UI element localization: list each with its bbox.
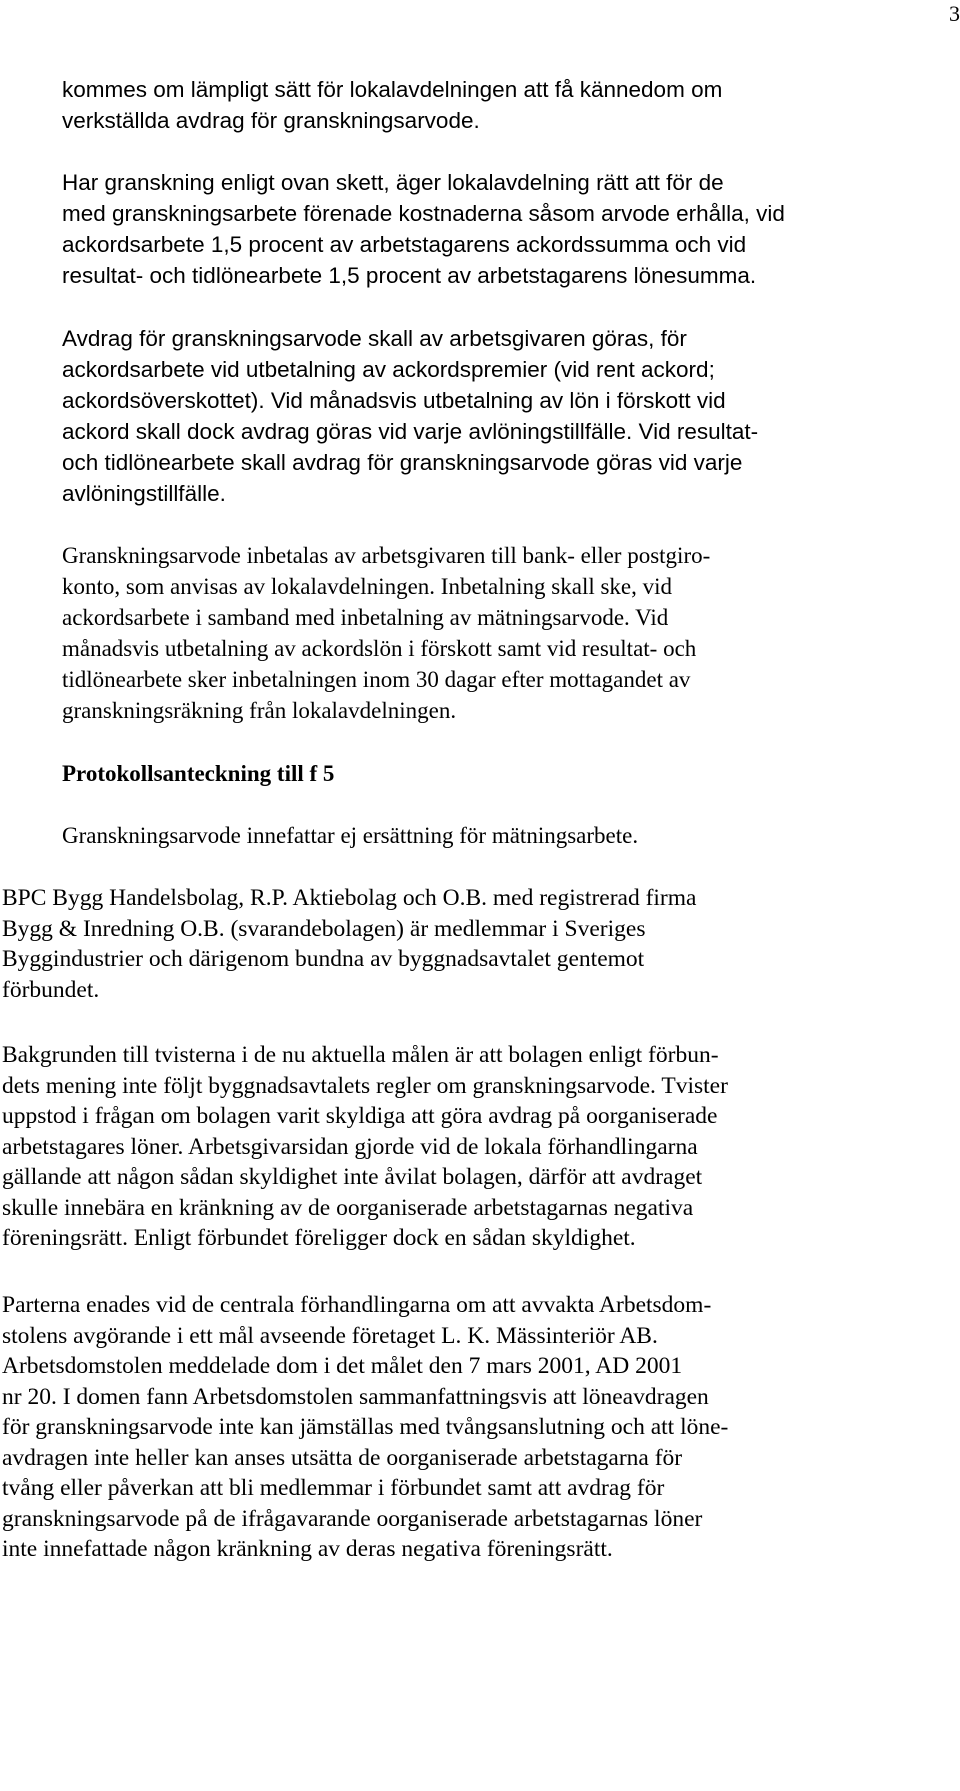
text-line: och tidlönearbete skall avdrag för granskningsarvode göras vid varje — [62, 450, 743, 475]
text-line: uppstod i frågan om bolagen varit skyldiga att göra avdrag på oorganiserade — [2, 1103, 718, 1129]
page-number: 3 — [949, 1, 960, 26]
text-line: Har granskning enligt ovan skett, äger lokalavdelning rätt att för de — [62, 170, 724, 195]
text-line: stolens avgörande i ett mål avseende företaget L. K. Mässinteriör AB. — [2, 1322, 658, 1349]
text-line: Granskningsarvode innefattar ej ersättning för mätningsarbete. — [62, 823, 639, 848]
text-line: nr 20. I domen fann Arbetsdomstolen sammanfattningsvis att löneavdragen — [2, 1383, 709, 1410]
quoted-paragraph-1 — [62, 74, 822, 136]
text-line: gällande att någon sådan skyldighet inte åvilat bolagen, därför att avdraget — [2, 1164, 703, 1190]
text-line: dets mening inte följt byggnadsavtalets regler om granskningsarvode. Tvister — [2, 1072, 728, 1099]
text-line: skulle innebära en kränkning av de oorganiserade arbetstagarnas negativa — [2, 1194, 694, 1221]
text-line: för granskningsarvode inte kan jämställas med tvångsanslutning och att löne- — [2, 1414, 729, 1440]
quoted-paragraph-5 — [62, 820, 862, 851]
text-line: ackordsarbete vid utbetalning av ackordspremier (vid rent ackord; — [62, 357, 715, 382]
text-line: BPC Bygg Handelsbolag, R.P. Aktiebolag och O.B. med registrerad firma — [2, 885, 697, 911]
text-line: Parterna enades vid de centrala förhandlingarna om att avvakta Arbetsdom- — [2, 1292, 712, 1318]
text-line: tidlönearbete sker inbetalningen inom 30 dagar efter mottagandet av — [62, 667, 691, 692]
text-line: arbetstagares löner. Arbetsgivarsidan gjorde vid de lokala förhandlingarna — [2, 1133, 698, 1160]
quoted-paragraph-4 — [62, 540, 862, 726]
text-line: avdragen inte heller kan anses utsätta de oorganiserade arbetstagarna för — [2, 1444, 683, 1471]
quoted-paragraph-2 — [62, 167, 822, 291]
text-line: ackordsöverskottet). Vid månadsvis utbetalning av lön i förskott vid — [62, 388, 726, 413]
text-line: granskningsräkning från lokalavdelningen. — [62, 698, 457, 723]
text-line: resultat- och tidlönearbete 1,5 procent av arbetstagarens lönesumma. — [62, 263, 757, 288]
text-line: verkställda avdrag för granskningsarvode. — [62, 108, 480, 133]
text-line: Granskningsarvode inbetalas av arbetsgivaren till bank- eller postgiro- — [62, 543, 711, 568]
text-line: förbundet. — [2, 976, 100, 1003]
text-line: ackordsarbete i samband med inbetalning av mätningsarvode. Vid — [62, 605, 669, 630]
text-line: avlöningstillfälle. — [62, 481, 226, 506]
text-line: inte innefattade någon kränkning av deras negativa föreningsrätt. — [2, 1536, 613, 1562]
text-line: Bygg & Inredning O.B. (svarandebolagen) är medlemmar i Sveriges — [2, 915, 646, 942]
quoted-paragraph-3 — [62, 323, 822, 509]
text-line: månadsvis utbetalning av ackordslön i förskott samt vid resultat- och — [62, 636, 697, 661]
text-line: kommes om lämpligt sätt för lokalavdelningen att få kännedom om — [62, 77, 723, 102]
text-line: ackordsarbete 1,5 procent av arbetstagarens ackordssumma och vid — [62, 232, 747, 257]
text-line: Avdrag för granskningsarvode skall av arbetsgivaren göras, för — [62, 326, 687, 351]
text-line: tvång eller påverkan att bli medlemmar i förbundet samt att avdrag för — [2, 1475, 665, 1501]
text-line: Byggindustrier och därigenom bundna av byggnadsavtalet gentemot — [2, 946, 645, 972]
text-line: ackord skall dock avdrag göras vid varje avlöningstillfälle. Vid resultat- — [62, 419, 759, 444]
section-heading: Protokollsanteckning till f 5 — [62, 761, 335, 786]
text-line: konto, som anvisas av lokalavdelningen. Inbetalning skall ske, vid — [62, 574, 673, 599]
text-line: med granskningsarbete förenade kostnaderna såsom arvode erhålla, vid — [62, 201, 785, 226]
text-line: Bakgrunden till tvisterna i de nu aktuella målen är att bolagen enligt förbun- — [2, 1042, 719, 1068]
text-line: granskningsarvode på de ifrågavarande oorganiserade arbetstagarnas löner — [2, 1505, 703, 1532]
text-line: föreningsrätt. Enligt förbundet föreligger dock en sådan skyldighet. — [2, 1225, 636, 1251]
text-line: Arbetsdomstolen meddelade dom i det målet den 7 mars 2001, AD 2001 — [2, 1353, 683, 1379]
